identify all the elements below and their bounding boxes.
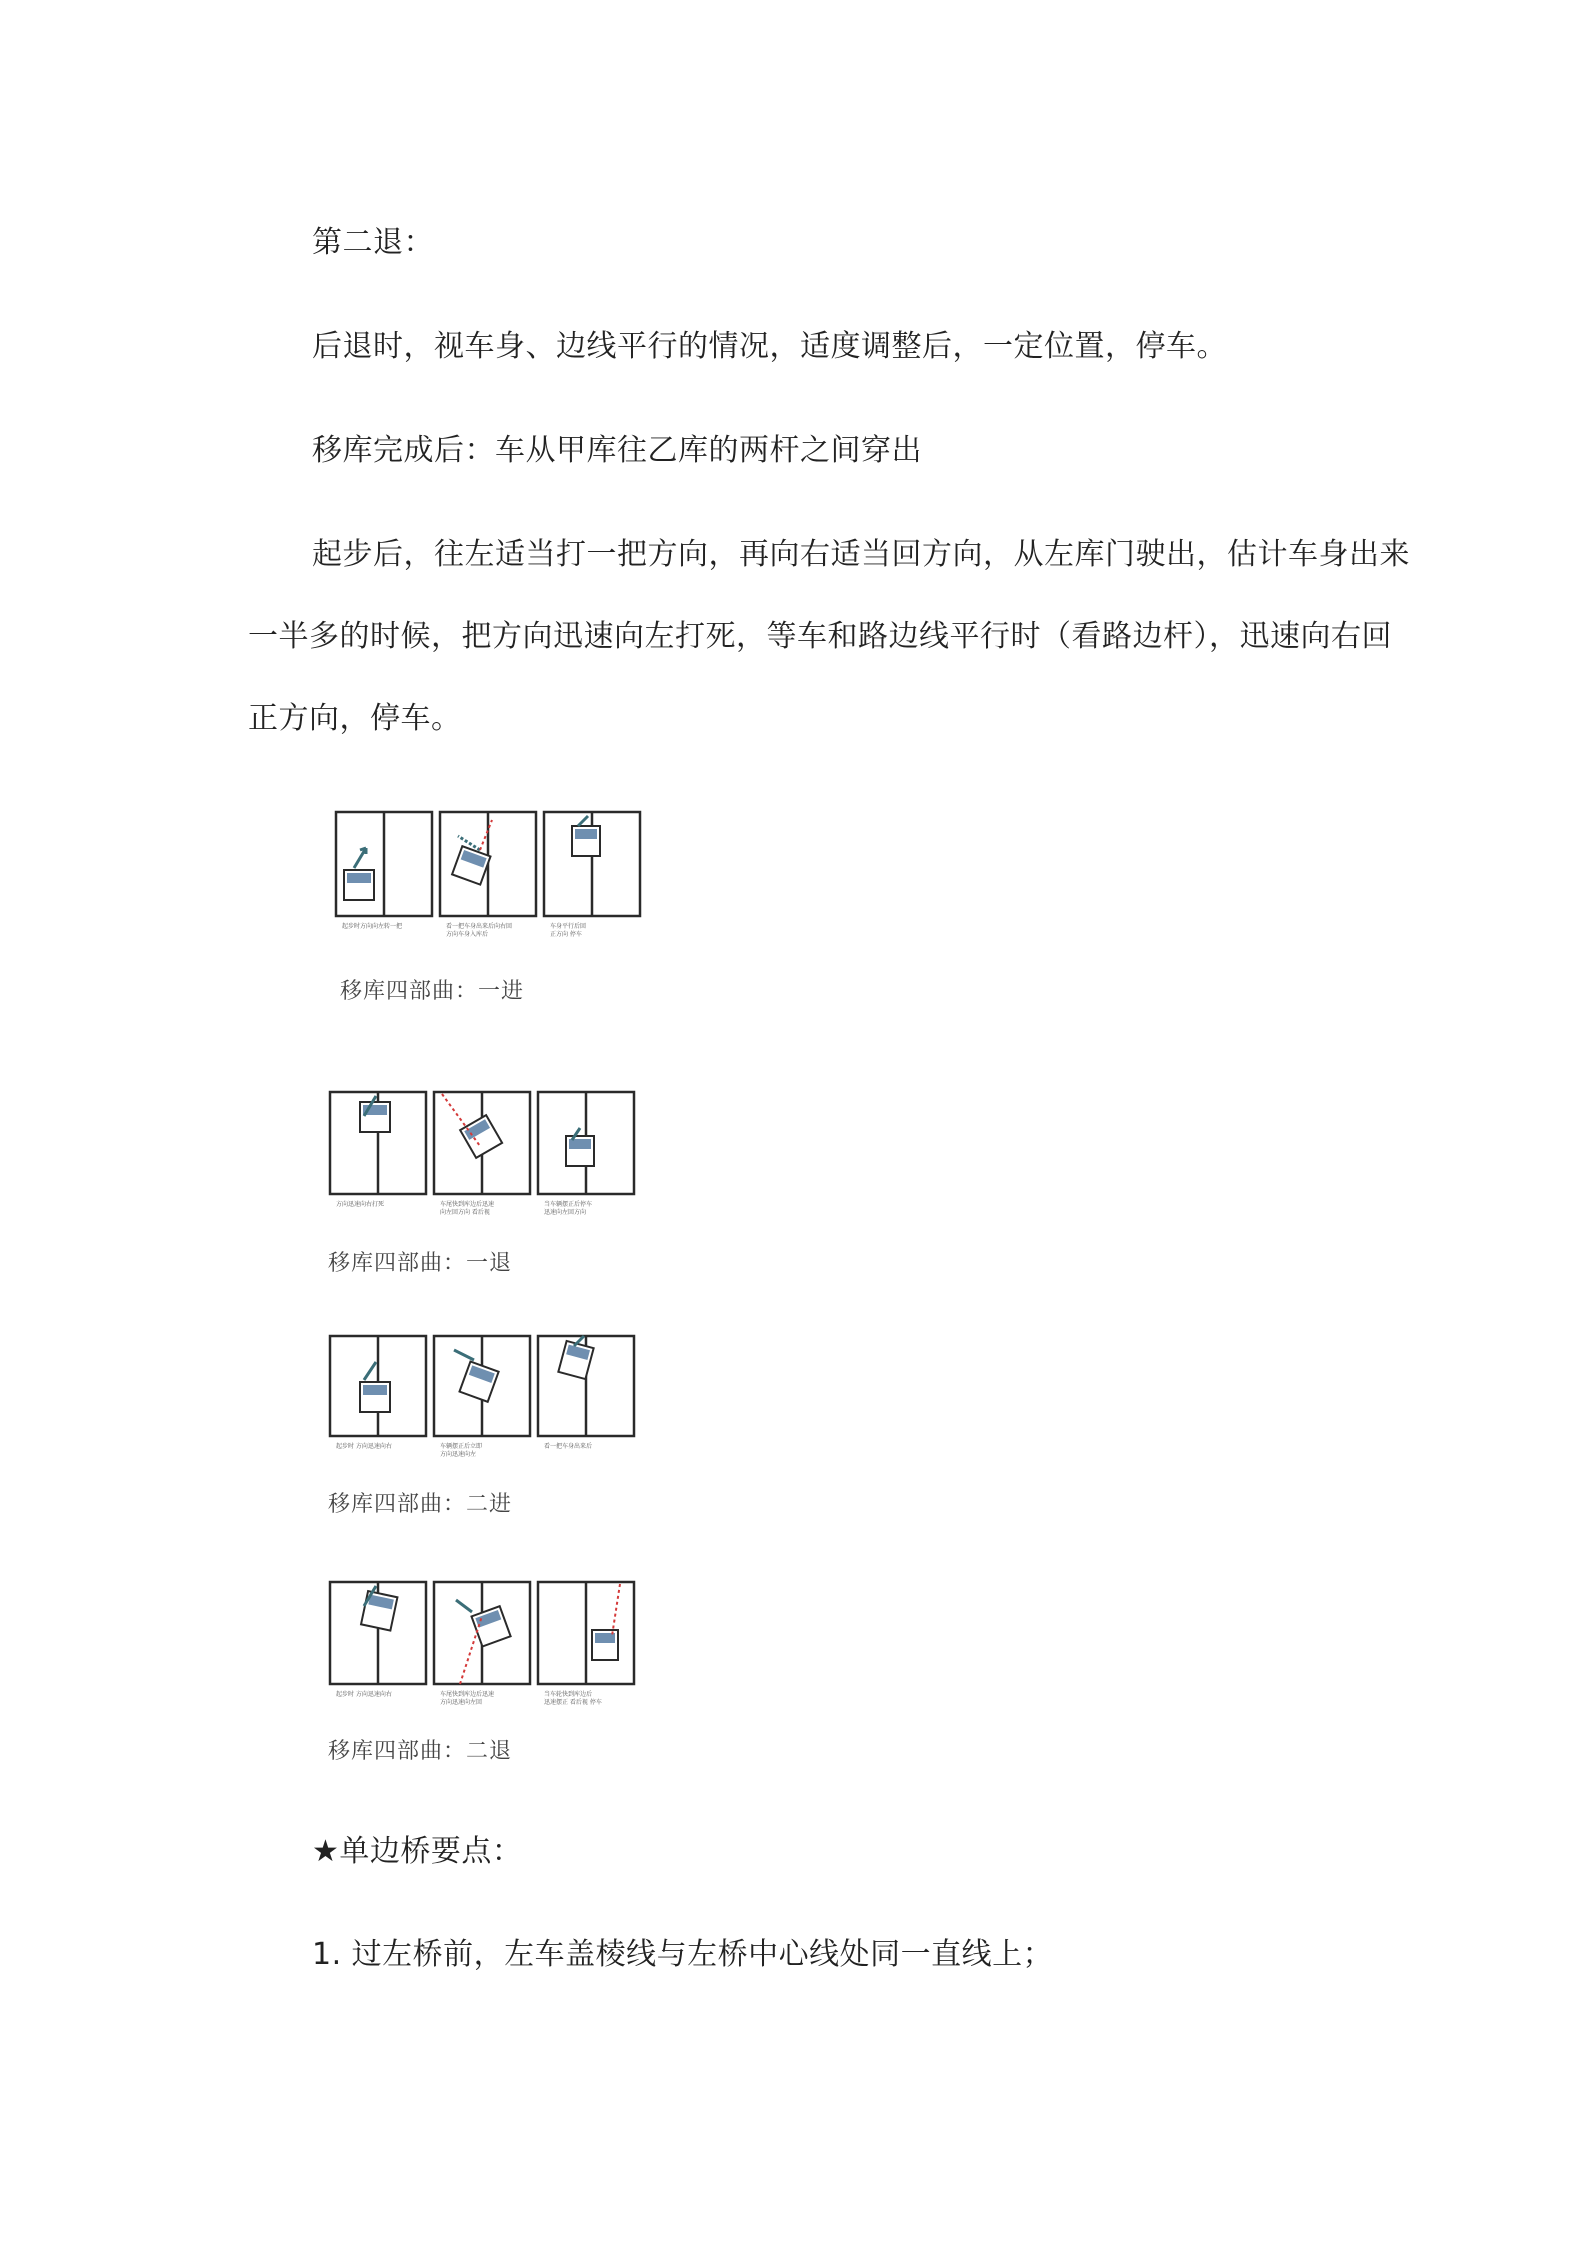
paragraph-exit-line-1: 起步后，往左适当打一把方向，再向右适当回方向，从左库门驶出，估计车身出来	[312, 537, 1410, 572]
svg-text:迅速摆正 看后视 停车: 迅速摆正 看后视 停车	[544, 1699, 602, 1706]
figure-caption-second-forward: 移库四部曲：二进	[328, 1492, 513, 1517]
car-icon	[344, 870, 374, 900]
figure-caption-first-forward: 移库四部曲：一进	[340, 979, 525, 1004]
svg-text:正方向 停车: 正方向 停车	[550, 931, 582, 938]
section-heading-single-bridge: ★单边桥要点：	[312, 1834, 523, 1869]
paragraph-after-move: 移库完成后：车从甲库往乙库的两杆之间穿出	[312, 433, 922, 468]
figure-first-reverse	[324, 1086, 644, 1226]
figure-first-forward	[330, 806, 650, 946]
svg-text:起步时 方向迅速向右: 起步时 方向迅速向右	[336, 1691, 392, 1698]
svg-text:车身平行后回: 车身平行后回	[550, 923, 587, 930]
paragraph-second-reverse: 第二退：	[312, 225, 434, 260]
arrow-icon	[354, 848, 366, 868]
figure-second-reverse	[324, 1576, 654, 1716]
figure-second-forward	[324, 1330, 644, 1470]
svg-text:起步时方向向左转一把: 起步时方向向左转一把	[342, 923, 403, 930]
paragraph-exit-line-3: 正方向，停车。	[248, 701, 462, 736]
svg-text:向左回方向 看后视: 向左回方向 看后视	[440, 1209, 490, 1216]
svg-text:方向迅速向左: 方向迅速向左	[440, 1451, 477, 1458]
svg-text:方向迅速向左回: 方向迅速向左回	[440, 1699, 483, 1706]
paragraph-single-bridge-point-1: 1. 过左桥前，左车盖棱线与左桥中心线处同一直线上；	[312, 1937, 1054, 1972]
svg-text:方向迅速向右打死: 方向迅速向右打死	[336, 1201, 385, 1208]
figure-caption-second-reverse: 移库四部曲：二退	[328, 1739, 513, 1764]
paragraph-reverse-desc: 后退时，视车身、边线平行的情况，适度调整后，一定位置，停车。	[312, 329, 1227, 364]
svg-text:方向车身入库后: 方向车身入库后	[446, 931, 489, 938]
svg-text:车辆摆正后立即: 车辆摆正后立即	[440, 1443, 483, 1450]
paragraph-exit-line-2: 一半多的时候，把方向迅速向左打死，等车和路边线平行时（看路边杆），迅速向右回	[248, 619, 1392, 654]
svg-text:迅速向左回方向: 迅速向左回方向	[544, 1209, 587, 1216]
svg-text:车尾快到库边后迅速: 车尾快到库边后迅速	[440, 1201, 495, 1208]
svg-text:起步时 方向迅速向右: 起步时 方向迅速向右	[336, 1443, 392, 1450]
svg-text:当车轮快到库边后: 当车轮快到库边后	[544, 1691, 593, 1698]
figure-caption-first-reverse: 移库四部曲：一退	[328, 1251, 513, 1276]
svg-text:看一把车身出来后: 看一把车身出来后	[544, 1443, 593, 1450]
svg-text:车尾快到库边后迅速: 车尾快到库边后迅速	[440, 1691, 495, 1698]
svg-text:当车辆摆正后停车: 当车辆摆正后停车	[544, 1201, 593, 1208]
svg-text:看一把车身出来后向右回: 看一把车身出来后向右回	[446, 923, 513, 930]
